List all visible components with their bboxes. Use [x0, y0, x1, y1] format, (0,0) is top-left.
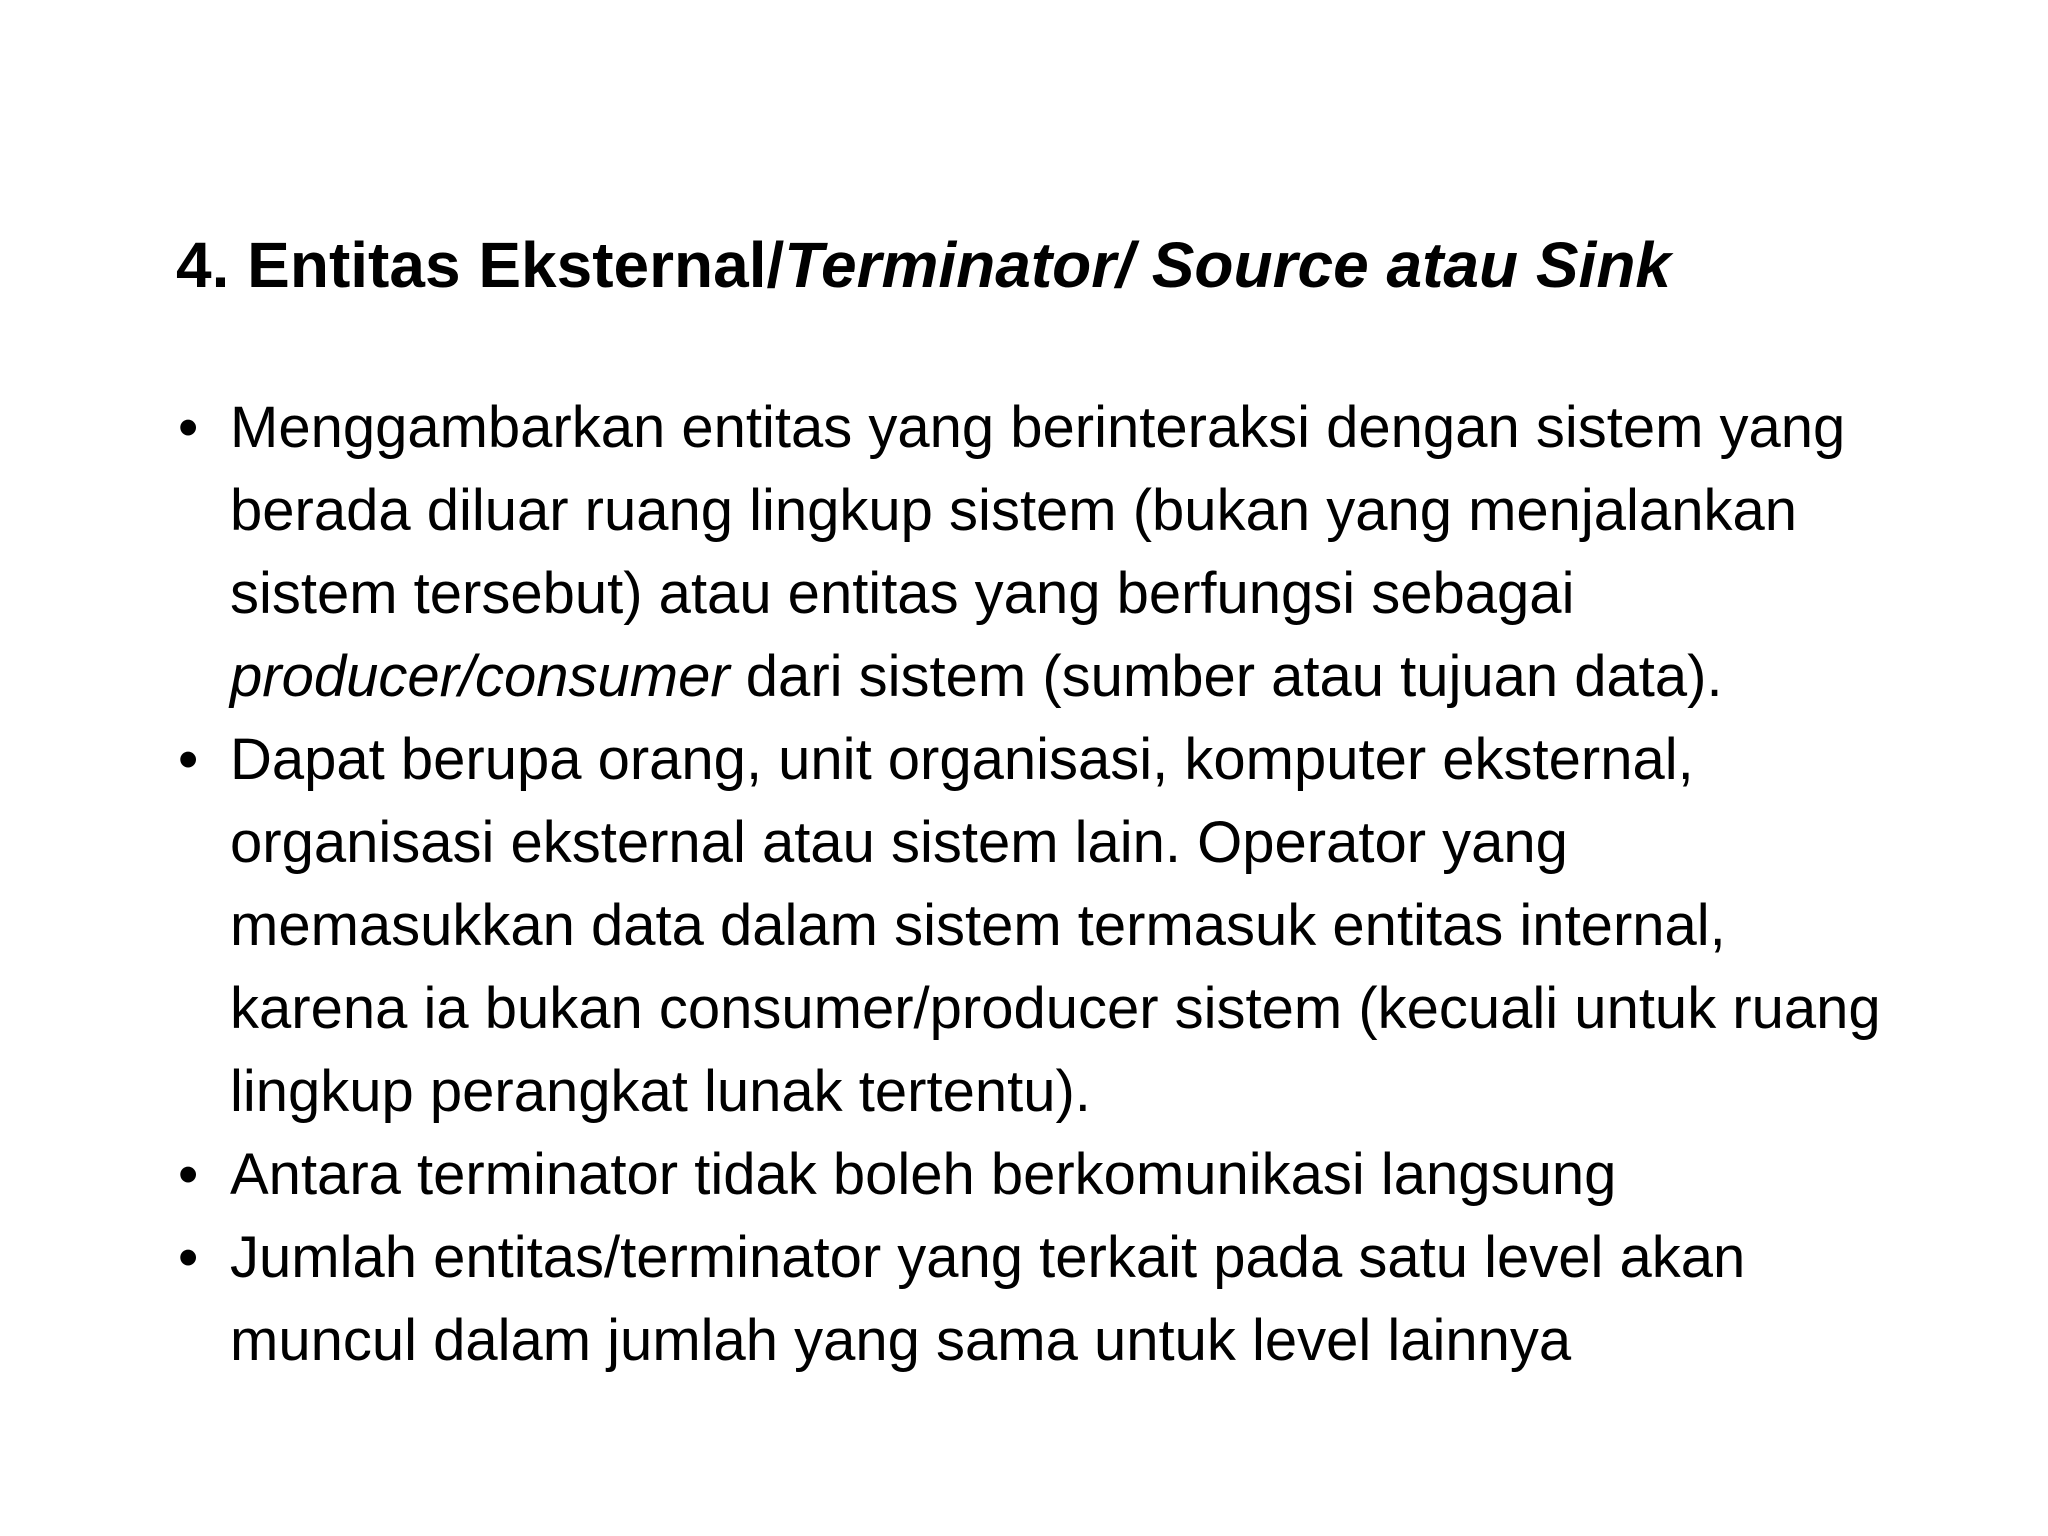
bullet-2-text: Dapat berupa orang, unit organisasi, komputer eksternal, organisasi eksternal atau sistem lain. Operator yang memasukkan data dalam sistem termasuk entitas internal, karena ia bukan consumer/producer sistem (kecuali untuk ruang lingkup perangkat lunak tertentu).: [230, 727, 1881, 1124]
bullet-1-text: Menggambarkan entitas yang berinteraksi dengan sistem yang berada diluar ruang lingkup sistem (bukan yang menjalankan sistem tersebut) atau entitas yang berfungsi sebagai: [230, 395, 1846, 626]
slide-title-italic: Terminator/ Source atau Sink: [784, 229, 1671, 301]
bullet-item-1: [178, 386, 1918, 718]
slide-title-prefix: 4. Entitas Eksternal/: [176, 229, 785, 301]
bullet-item-3: [178, 1133, 1918, 1216]
slide-title: [176, 226, 1671, 304]
bullet-item-2: [178, 718, 1918, 1133]
bullet-1-text-end: dari sistem (sumber atau tujuan data).: [729, 644, 1723, 709]
bullet-icon: •: [178, 395, 199, 460]
bullet-1-italic: producer/consumer: [230, 644, 730, 709]
bullet-icon: •: [178, 1142, 199, 1207]
bullet-3-text: Antara terminator tidak boleh berkomunikasi langsung: [230, 1142, 1617, 1207]
bullet-icon: •: [178, 727, 199, 792]
bullet-icon: •: [178, 1225, 199, 1290]
bullet-4-text: Jumlah entitas/terminator yang terkait pada satu level akan muncul dalam jumlah yang sama untuk level lainnya: [230, 1225, 1746, 1373]
bullet-list: [178, 386, 1918, 1382]
bullet-item-4: [178, 1216, 1918, 1382]
